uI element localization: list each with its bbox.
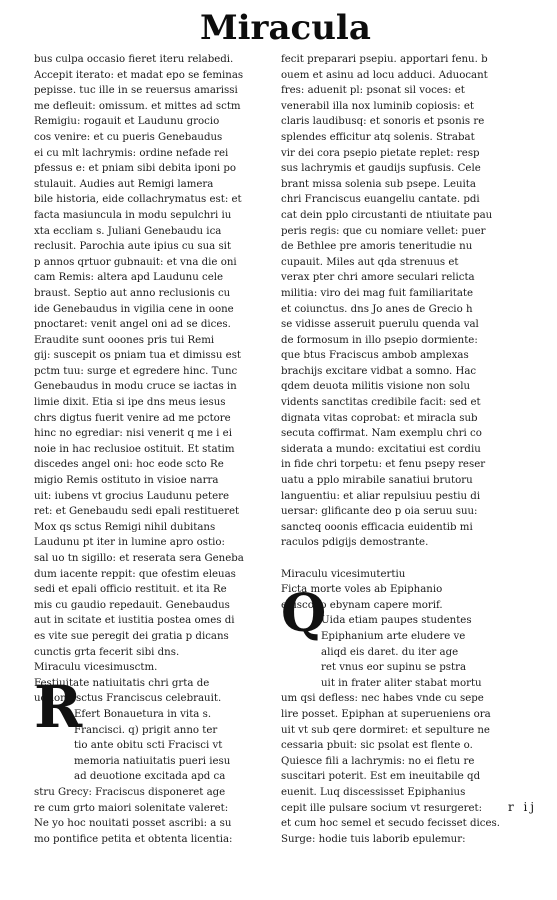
text-line: uit vt sub qere dormiret: et sepulture ne — [281, 724, 490, 736]
text-line: vidents sanctitas credibile facit: sed et — [281, 397, 481, 409]
text-line: splendes efficitur atq solenis. Strabat — [281, 131, 475, 143]
text-line: discedes angel oni: hoc eode scto Re — [34, 459, 224, 471]
text-line: Surge: hodie tuis laborib epulemur: — [281, 833, 466, 845]
text-line: Efert Bonauetura in vita s. — [74, 708, 212, 720]
text-line: chri Franciscus euangeliu cantate. pdi — [281, 194, 480, 206]
text-line: de formosum in illo psepio dormiente: — [281, 334, 478, 346]
decorated-initial-right: Q — [281, 583, 327, 644]
text-line: dignata vitas coprobat: et miracla sub — [281, 412, 478, 424]
text-line: verax pter chri amore seculari relicta — [281, 272, 475, 284]
text-line: siderata a mundo: excitatiui est cordiu — [281, 443, 481, 455]
text-line: uersar: glificante deo p oia seruu suu: — [281, 506, 478, 518]
text-line: ret vnus eor supinu se pstra — [321, 662, 467, 674]
text-line: cupauit. Miles aut qda strenuus et — [281, 256, 459, 268]
text-line: hinc no egrediar: nisi venerit q me i ei — [34, 428, 232, 440]
text-line: Quiesce fili a lachrymis: no ei fletu re — [281, 755, 475, 767]
text-line: que btus Fraciscus ambob amplexas — [281, 350, 469, 362]
text-line: secuta coffirmat. Nam exemplu chri co — [281, 428, 482, 440]
text-line: pctm tuu: surge et egredere hinc. Tunc — [34, 365, 238, 377]
text-line: ad deuotione excitada apd ca — [74, 771, 226, 783]
text-line: euenit. Luq discessisset Epiphanius — [281, 786, 466, 798]
text-line: Accepit iterato: et madat epo se feminas — [34, 69, 244, 81]
text-line: Genebaudus in modu cruce se iactas in — [34, 381, 237, 393]
text-line: ide Genebaudus in vigilia cene in oone — [34, 303, 234, 315]
text-line: bile historia, eide collachrymatus est: et — [34, 194, 242, 206]
text-line: Laudunu pt iter in lumine apro ostio: — [34, 537, 225, 549]
text-line: stulauit. Audies aut Remigi lamera — [34, 178, 214, 190]
signature-mark: r ij — [508, 800, 538, 814]
text-line: aut in scitate et iustitia postea omes di — [34, 615, 235, 627]
text-line: ei cu mlt lachrymis: ordine nefade rei — [34, 147, 229, 159]
text-line: brant missa solenia sub psepe. Leuita — [281, 178, 476, 190]
text-line: languentiu: et aliar repulsiuu pestiu di — [281, 490, 481, 502]
right-column — [281, 52, 527, 847]
text-line: reclusit. Parochia aute ipius cu sua sit — [34, 241, 232, 253]
text-line: bus culpa occasio fieret iteru relabedi. — [34, 54, 234, 65]
text-line: mis cu gaudio repedauit. Genebaudus — [34, 599, 230, 611]
text-line: me defleuit: omissum. et mittes ad sctm — [34, 100, 241, 112]
text-line: Mox qs sctus Remigi nihil dubitans — [34, 521, 216, 533]
text-line: cam Remis: altera apd Laudunu cele — [34, 272, 224, 284]
text-line: Miraculu vicesimutertiu — [281, 568, 406, 580]
text-line: migio Remis ostituto in visioe narra — [34, 475, 219, 487]
text-line — [281, 551, 527, 567]
text-line: p annos qrtuor gubnauit: et vna die oni — [34, 256, 237, 268]
text-line: pfessus e: et pniam sibi debita iponi po — [34, 163, 237, 175]
text-line: venerabil illa nox luminib copiosis: et — [281, 100, 474, 112]
running-head-title: Miracula — [200, 8, 371, 48]
text-line: cessaria pbuit: sic psolat est flente o. — [281, 740, 473, 752]
text-line: uit in frater aliter stabat mortu — [321, 677, 482, 689]
text-line: Francisci. q) prigit anno ter — [74, 724, 218, 736]
text-line: Uida etiam paupes studentes — [321, 615, 472, 627]
text-line: fecit preparari psepiu. apportari fenu. b — [281, 54, 488, 65]
text-line: raculos pdigijs demostrante. — [281, 537, 429, 549]
text-line: cos venire: et cu pueris Genebaudus — [34, 131, 223, 143]
text-line: ret: et Genebaudu sedi epali restitueret — [34, 506, 240, 518]
text-line: noie in hac reclusioe ostituit. Et statim — [34, 443, 235, 455]
text-line: fres: aduenit pl: psonat sil voces: et — [281, 85, 465, 97]
text-line: peris regis: que cu nomiare vellet: puer — [281, 225, 486, 237]
text-line: Miraculu vicesimusctm. — [34, 662, 158, 674]
text-line: et coiunctus. dns Jo anes de Grecio h — [281, 303, 473, 315]
text-line: suscitari poterit. Est em ineuitabile qd — [281, 771, 481, 783]
text-line: uotione sctus Franciscus celebrauit. — [34, 693, 222, 705]
text-line: chrs digtus fuerit venire ad me pctore — [34, 412, 231, 424]
text-line: uit: iubens vt grocius Laudunu petere — [34, 490, 230, 502]
text-line: qdem deuota militis visione non solu — [281, 381, 471, 393]
text-line: stru Grecy: Fraciscus disponeret age — [34, 786, 226, 798]
text-line: sal uo tn sigillo: et reserata sera Geneba — [34, 553, 244, 564]
text-line: sus lachrymis et gaudijs supfusis. Cele — [281, 163, 481, 175]
text-line: uatu a pplo mirabile sanatiui brutoru — [281, 475, 473, 487]
text-line: Eraudite sunt ooones pris tui Remi — [34, 334, 215, 346]
text-line: vir dei cora psepio pietate replet: resp — [281, 147, 480, 159]
text-line: um qsi defless: nec habes vnde cu sepe — [281, 693, 484, 705]
text-line: Ficta morte voles ab Epiphanio — [281, 584, 443, 596]
text-line: limie dixit. Etia si ipe dns meus iesus — [34, 397, 226, 409]
text-line: in fide chri torpetu: et fenu psepy reser — [281, 459, 486, 471]
decorated-initial-left: R — [34, 673, 83, 741]
text-line: cunctis grta fecerit sibi dns. — [34, 646, 180, 658]
text-line: mo pontifice petita et obtenta licentia: — [34, 833, 233, 845]
text-line: Remigiu: rogauit et Laudunu grocio — [34, 116, 220, 128]
text-line: militia: viro dei mag fuit familiaritate — [281, 287, 474, 299]
text-line: ouem et asinu ad locu adduci. Aduocant — [281, 69, 488, 81]
text-line: pnoctaret: venit angel oni ad se dices. — [34, 319, 231, 331]
text-line: aliqd eis daret. du iter age — [321, 646, 459, 658]
text-line: lire posset. Epiphan at superueniens ora — [281, 708, 491, 720]
text-line: tio ante obitu scti Fracisci vt — [74, 740, 223, 752]
text-line: cepit ille pulsare socium vt resurgeret: — [281, 802, 483, 814]
text-line: brachijs excitare vidbat a somno. Hac — [281, 365, 477, 377]
text-line: memoria natiuitatis pueri iesu — [74, 755, 231, 767]
text-line: de Bethlee pre amoris teneritudie nu — [281, 241, 473, 253]
text-line: dum iacente reppit: que ofestim eleuas — [34, 568, 236, 580]
text-line: episcopo ebynam capere morif. — [281, 599, 443, 611]
text-line: sedi et epali officio restituit. et ita Re — [34, 584, 227, 596]
text-line: et cum hoc semel et secudo fecisset dices. — [281, 818, 500, 830]
text-line: Festiuitate natiuitatis chri grta de — [34, 677, 210, 689]
text-line: pepisse. tuc ille in se reuersus amarissi — [34, 85, 238, 97]
text-line: sancteq ooonis efficacia euidentib mi — [281, 521, 473, 533]
text-line: gij: suscepit os pniam tua et dimissu est — [34, 350, 242, 362]
text-line: Epiphanium arte eludere ve — [321, 630, 466, 642]
text-line: Ne yo hoc nouitati posset ascribi: a su — [34, 818, 232, 830]
text-line: claris laudibusq: et sonoris et psonis re — [281, 116, 485, 128]
text-line: braust. Septio aut anno reclusionis cu — [34, 287, 231, 299]
text-line: re cum grto maiori solenitate valeret: — [34, 802, 229, 814]
text-line: se vidisse asseruit puerulu quenda val — [281, 319, 479, 331]
text-line: facta masiuncula in modu sepulchri iu — [34, 209, 232, 221]
text-line: xta eccliam s. Juliani Genebaudu ica — [34, 225, 222, 237]
text-line: es vite sue peregit dei gratia p dicans — [34, 630, 229, 642]
text-line: cat dein pplo circustanti de ntiuitate pau — [281, 209, 493, 221]
